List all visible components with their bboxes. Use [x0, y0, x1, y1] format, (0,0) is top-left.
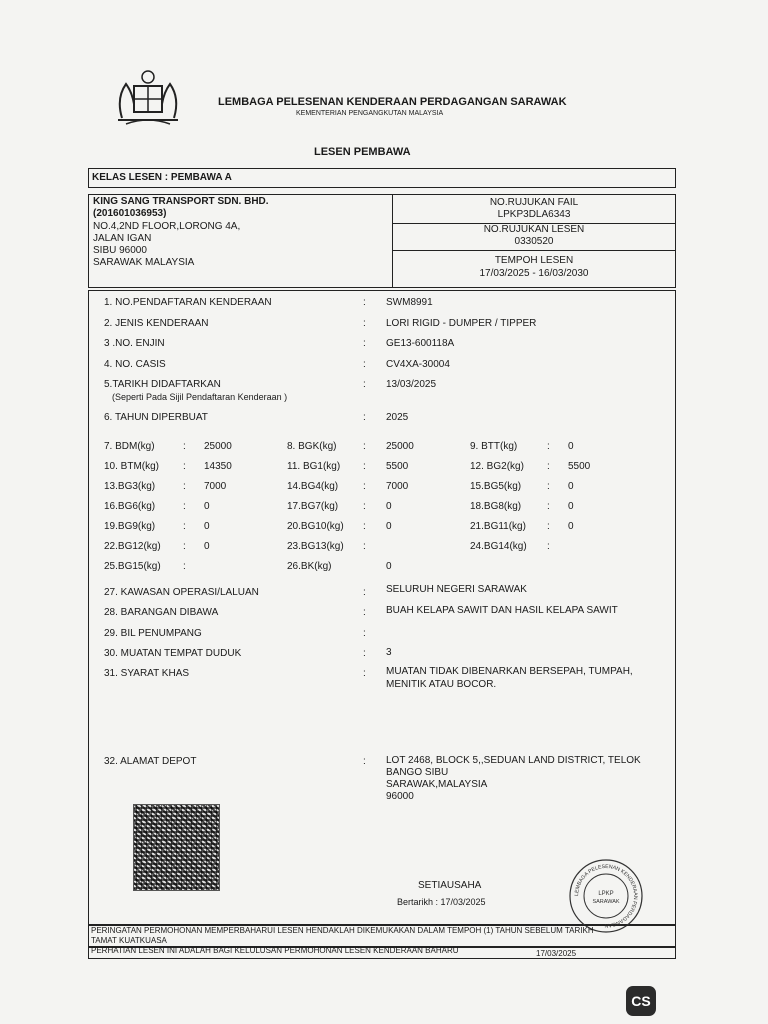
item-4-label: 4. NO. CASIS: [104, 359, 166, 370]
coat-of-arms-icon: [112, 68, 184, 126]
item-1-label: 1. NO.PENDAFTARAN KENDERAAN: [104, 297, 272, 308]
weight-22-label: 22.BG12(kg): [104, 541, 161, 552]
weight-17-colon: :: [363, 501, 366, 512]
holder-address-4: SARAWAK MALAYSIA: [93, 257, 195, 268]
weight-16-colon: :: [183, 501, 186, 512]
item-29-label: 29. BIL PENUMPANG: [104, 628, 202, 639]
weight-26-label: 26.BK(kg): [287, 561, 332, 572]
agency-name: LEMBAGA PELESENAN KENDERAAN PERDAGANGAN SARAWAK: [218, 96, 567, 108]
weight-23-label: 23.BG13(kg): [287, 541, 344, 552]
warning-line-1: PERINGATAN PERMOHONAN MEMPERBAHARUI LESEN HENDAKLAH DIKEMUKAKAN DALAM TEMPOH (1) TAHUN SEBELUM TARIKH: [91, 926, 594, 935]
document-title: LESEN PEMBAWA: [314, 146, 411, 158]
holder-address-1: NO.4,2ND FLOOR,LORONG 4A,: [93, 221, 241, 232]
weight-10-colon: :: [183, 461, 186, 472]
weight-9-value: 0: [568, 441, 574, 452]
weight-22-colon: :: [183, 541, 186, 552]
weight-25-colon: :: [183, 561, 186, 572]
weight-25-label: 25.BG15(kg): [104, 561, 161, 572]
qr-code: [133, 804, 220, 891]
weight-11-colon: :: [363, 461, 366, 472]
item-31-label: 31. SYARAT KHAS: [104, 668, 190, 679]
weight-24-colon: :: [547, 541, 550, 552]
item-3-value: GE13-600118A: [386, 338, 455, 349]
weight-11-label: 11. BG1(kg): [287, 461, 341, 472]
file-ref-value: LPKP3DLA6343: [497, 209, 571, 220]
weight-9-label: 9. BTT(kg): [470, 441, 518, 452]
weight-10-label: 10. BTM(kg): [104, 461, 160, 472]
weight-15-value: 0: [568, 481, 574, 492]
item-27-label: 27. KAWASAN OPERASI/LALUAN: [104, 587, 259, 598]
item-32-value-1: LOT 2468, BLOCK 5,,SEDUAN LAND DISTRICT, TELOK: [386, 755, 641, 766]
item-32-label: 32. ALAMAT DEPOT: [104, 756, 197, 767]
weight-18-value: 0: [568, 501, 574, 512]
notice-date: 17/03/2025: [536, 949, 577, 958]
holder-reg: (201601036953): [93, 208, 167, 219]
holder-name: KING SANG TRANSPORT SDN. BHD.: [93, 196, 269, 207]
weight-20-label: 20.BG10(kg): [287, 521, 344, 532]
item-1-value: SWM8991: [386, 297, 433, 308]
weight-7-colon: :: [183, 441, 186, 452]
signatory-title: SETIAUSAHA: [418, 880, 482, 891]
holder-address-2: JALAN IGAN: [93, 233, 152, 244]
weight-20-colon: :: [363, 521, 366, 532]
item-27-value: SELURUH NEGERI SARAWAK: [386, 584, 527, 595]
item-28-value: BUAH KELAPA SAWIT DAN HASIL KELAPA SAWIT: [386, 605, 618, 616]
weight-18-colon: :: [547, 501, 550, 512]
file-ref-label: NO.RUJUKAN FAIL: [489, 197, 579, 208]
item-28-label: 28. BARANGAN DIBAWA: [104, 607, 219, 618]
warning-line-2: TAMAT KUATKUASA: [91, 936, 167, 945]
weight-13-label: 13.BG3(kg): [104, 481, 156, 492]
weight-12-label: 12. BG2(kg): [470, 461, 524, 472]
weight-8-label: 8. BGK(kg): [287, 441, 337, 452]
item-6-value: 2025: [386, 412, 409, 423]
weight-12-colon: :: [547, 461, 550, 472]
weight-16-value: 0: [204, 501, 210, 512]
item-32-value-3: SARAWAK,MALAYSIA: [386, 779, 488, 790]
license-ref-label: NO.RUJUKAN LESEN: [483, 224, 585, 235]
weight-7-label: 7. BDM(kg): [104, 441, 155, 452]
weight-26-value: 0: [386, 561, 392, 572]
weight-10-value: 14350: [204, 461, 232, 472]
item-30-label: 30. MUATAN TEMPAT DUDUK: [104, 648, 242, 659]
stamp-ring-text: LEMBAGA PELESENAN KENDERAAN PERDAGANGAN: [573, 863, 639, 929]
item-2-label: 2. JENIS KENDERAAN: [104, 318, 209, 329]
weight-14-colon: :: [363, 481, 366, 492]
weight-19-value: 0: [204, 521, 210, 532]
weight-11-value: 5500: [386, 461, 409, 472]
weight-23-colon: :: [363, 541, 366, 552]
weight-22-value: 0: [204, 541, 210, 552]
weight-9-colon: :: [547, 441, 550, 452]
item-2-value: LORI RIGID - DUMPER / TIPPER: [386, 318, 537, 329]
weight-24-label: 24.BG14(kg): [470, 541, 527, 552]
holder-address-3: SIBU 96000: [93, 245, 147, 256]
weight-19-label: 19.BG9(kg): [104, 521, 156, 532]
weight-17-label: 17.BG7(kg): [287, 501, 339, 512]
official-stamp-icon: [568, 858, 644, 934]
stamp-center-1: LPKP: [598, 891, 614, 897]
weight-21-value: 0: [568, 521, 574, 532]
item-4-value: CV4XA-30004: [386, 359, 450, 370]
item-32-value-2: BANGO SIBU: [386, 767, 449, 778]
item-3-label: 3 .NO. ENJIN: [104, 338, 165, 349]
weight-15-label: 15.BG5(kg): [470, 481, 522, 492]
weight-14-label: 14.BG4(kg): [287, 481, 339, 492]
item-31-value-1: MUATAN TIDAK DIBENARKAN BERSEPAH, TUMPAH,: [386, 666, 633, 677]
weight-15-colon: :: [547, 481, 550, 492]
item-5-label: 5.TARIKH DIDAFTARKAN: [104, 379, 221, 390]
weight-13-colon: :: [183, 481, 186, 492]
weight-12-value: 5500: [568, 461, 591, 472]
weight-8-value: 25000: [386, 441, 414, 452]
weight-21-colon: :: [547, 521, 550, 532]
item-32-value-4: 96000: [386, 791, 414, 802]
weight-20-value: 0: [386, 521, 392, 532]
period-value: 17/03/2025 - 16/03/2030: [479, 268, 589, 279]
stamp-center-2: SARAWAK: [592, 899, 620, 905]
weight-13-value: 7000: [204, 481, 227, 492]
item-5-note: (Seperti Pada Sijil Pendaftaran Kenderaan ): [112, 392, 288, 402]
weight-19-colon: :: [183, 521, 186, 532]
weight-21-label: 21.BG11(kg): [470, 521, 526, 532]
period-label: TEMPOH LESEN: [494, 255, 574, 266]
weight-17-value: 0: [386, 501, 392, 512]
item-5-value: 13/03/2025: [386, 379, 437, 390]
item-6-label: 6. TAHUN DIPERBUAT: [104, 412, 208, 423]
weight-16-label: 16.BG6(kg): [104, 501, 156, 512]
item-30-value: 3: [386, 647, 392, 658]
weight-14-value: 7000: [386, 481, 409, 492]
license-class: KELAS LESEN : PEMBAWA A: [92, 172, 232, 183]
license-ref-value: 0330520: [514, 236, 554, 247]
item-31-value-2: MENITIK ATAU BOCOR.: [386, 679, 497, 690]
weight-7-value: 25000: [204, 441, 232, 452]
ministry-name: KEMENTERIAN PENGANGKUTAN MALAYSIA: [296, 110, 444, 117]
sign-date: Bertarikh : 17/03/2025: [397, 897, 486, 907]
weight-8-colon: :: [363, 441, 366, 452]
notice-text: PERHATIAN LESEN INI ADALAH BAGI KELULUSAN PERMOHONAN LESEN KENDERAAN BAHARU: [91, 946, 459, 955]
camscanner-badge-icon: CS: [626, 986, 656, 1016]
weight-18-label: 18.BG8(kg): [470, 501, 522, 512]
